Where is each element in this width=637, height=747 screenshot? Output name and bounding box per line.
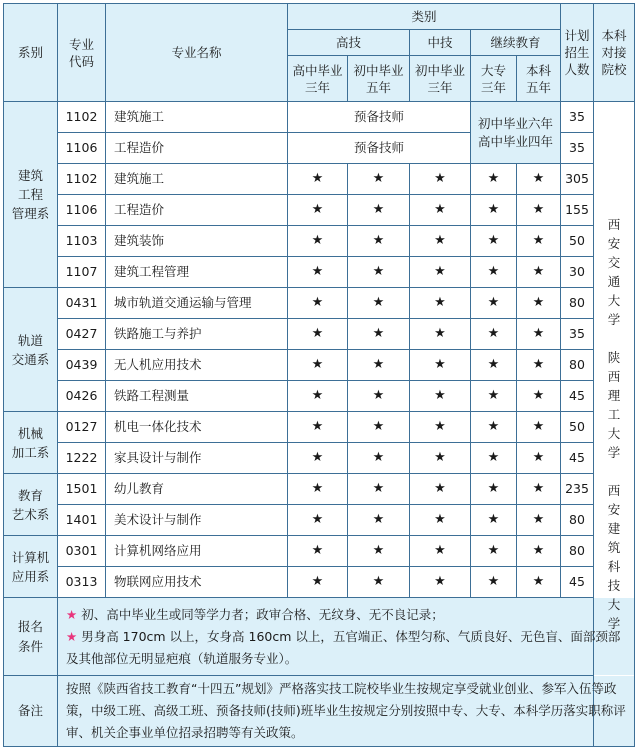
row-major: 建筑装饰 [106,226,288,257]
requirement-line-1 [66,604,626,626]
star-mark: ★ [288,257,348,288]
star-mark: ★ [410,536,471,567]
header-quota: 计划 招生 人数 [561,4,594,102]
row-major: 家具设计与制作 [106,443,288,474]
row-code: 0301 [58,536,106,567]
header-sub-ms5: 初中毕业 五年 [348,56,410,102]
row-quota: 80 [561,536,594,567]
header-jixu: 继续教育 [471,30,561,56]
star-mark: ★ [471,288,517,319]
requirement-text-1: 初、高中毕业生或同等学力者；政审合格、无纹身、无不良记录； [81,606,444,622]
star-mark: ★ [288,474,348,505]
star-mark: ★ [410,350,471,381]
header-sub-ms3: 初中毕业 三年 [410,56,471,102]
row-quota: 45 [561,567,594,598]
star-mark: ★ [517,350,561,381]
star-mark: ★ [348,164,410,195]
row-major: 建筑工程管理 [106,257,288,288]
star-mark: ★ [517,288,561,319]
star-mark: ★ [471,257,517,288]
star-mark: ★ [288,350,348,381]
requirements-body [58,598,635,676]
requirement-line-2 [66,626,626,670]
star-mark: ★ [517,195,561,226]
star-mark: ★ [288,412,348,443]
row-code: 0426 [58,381,106,412]
star-mark: ★ [517,443,561,474]
star-mark: ★ [288,381,348,412]
star-mark: ★ [410,195,471,226]
star-mark: ★ [517,226,561,257]
star-mark: ★ [517,474,561,505]
row-major: 建筑施工 [106,164,288,195]
star-mark: ★ [410,381,471,412]
header-major-name: 专业名称 [106,4,288,102]
header-sub-hs3: 高中毕业 三年 [288,56,348,102]
star-mark: ★ [410,412,471,443]
header-category: 类别 [288,4,561,30]
row-code: 1102 [58,164,106,195]
star-mark: ★ [471,195,517,226]
row-quota: 50 [561,412,594,443]
row-quota: 80 [561,505,594,536]
star-mark: ★ [348,350,410,381]
star-mark: ★ [471,443,517,474]
star-mark: ★ [348,443,410,474]
star-mark: ★ [471,164,517,195]
row-code: 0127 [58,412,106,443]
header-sub-bk5: 本科 五年 [517,56,561,102]
star-mark: ★ [517,257,561,288]
row-quota: 45 [561,443,594,474]
star-mark: ★ [517,319,561,350]
row-code: 1401 [58,505,106,536]
row-code: 1501 [58,474,106,505]
star-mark: ★ [288,319,348,350]
row-major: 机电一体化技术 [106,412,288,443]
row-preparatory: 预备技师 [288,133,471,164]
row-major: 工程造价 [106,133,288,164]
header-gaoji: 高技 [288,30,410,56]
star-mark: ★ [348,319,410,350]
star-mark: ★ [517,164,561,195]
dept-education-arts: 教育 艺术系 [4,474,58,536]
row-quota: 35 [561,102,594,133]
star-mark: ★ [471,536,517,567]
row-quota: 305 [561,164,594,195]
row-major: 幼儿教育 [106,474,288,505]
row-major: 城市轨道交通运输与管理 [106,288,288,319]
row-code: 1106 [58,195,106,226]
row-quota: 155 [561,195,594,226]
star-mark: ★ [410,505,471,536]
dept-mechanical: 机械 加工系 [4,412,58,474]
star-mark: ★ [410,319,471,350]
pink-star-icon: ★ [66,628,78,644]
row-quota: 35 [561,133,594,164]
partner-universities: 西 安 交 通 大 学 陕 西 理 工 大 学 西 安 建 筑 科 技 大 学 [594,102,635,747]
star-mark: ★ [471,350,517,381]
star-mark: ★ [348,505,410,536]
star-mark: ★ [348,474,410,505]
row-code: 0427 [58,319,106,350]
star-mark: ★ [348,412,410,443]
header-dept: 系别 [4,4,58,102]
row-code: 1107 [58,257,106,288]
row-quota: 35 [561,319,594,350]
star-mark: ★ [471,226,517,257]
star-mark: ★ [471,381,517,412]
dept-construction: 建筑 工程 管理系 [4,102,58,288]
requirements-label: 报名 条件 [4,598,58,676]
row-code: 0431 [58,288,106,319]
star-mark: ★ [348,195,410,226]
row-major: 铁路工程测量 [106,381,288,412]
row-major: 物联网应用技术 [106,567,288,598]
star-mark: ★ [471,505,517,536]
star-mark: ★ [288,195,348,226]
row-major: 计算机网络应用 [106,536,288,567]
row-quota: 50 [561,226,594,257]
preparatory-years: 初中毕业六年 高中毕业四年 [471,102,561,164]
row-code: 1222 [58,443,106,474]
row-code: 0439 [58,350,106,381]
remarks-label: 备注 [4,676,58,747]
row-quota: 80 [561,288,594,319]
star-mark: ★ [410,474,471,505]
header-univ-dock: 本科 对接 院校 [594,4,635,102]
star-mark: ★ [288,536,348,567]
row-code: 0313 [58,567,106,598]
star-mark: ★ [517,381,561,412]
header-code: 专业 代码 [58,4,106,102]
row-major: 无人机应用技术 [106,350,288,381]
dept-computer: 计算机 应用系 [4,536,58,598]
star-mark: ★ [471,474,517,505]
remarks-text: 按照《陕西省技工教育“十四五”规划》严格落实技工院校毕业生按规定享受就业创业、参军入伍等政策，中级工班、高级工班、预备技师(技师)班毕业生按规定分别按照中专、大专、本科学历落实职称评审、机关企事业单位招录招聘等有关政策。 [58,676,635,747]
star-mark: ★ [288,226,348,257]
majors-table [3,3,635,747]
row-preparatory: 预备技师 [288,102,471,133]
star-mark: ★ [348,288,410,319]
star-mark: ★ [410,443,471,474]
row-major: 工程造价 [106,195,288,226]
dept-rail: 轨道 交通系 [4,288,58,412]
star-mark: ★ [517,505,561,536]
pink-star-icon: ★ [66,606,78,622]
star-mark: ★ [517,536,561,567]
row-major: 铁路施工与养护 [106,319,288,350]
star-mark: ★ [410,257,471,288]
star-mark: ★ [348,226,410,257]
star-mark: ★ [348,536,410,567]
star-mark: ★ [410,567,471,598]
star-mark: ★ [471,567,517,598]
row-quota: 30 [561,257,594,288]
star-mark: ★ [517,412,561,443]
row-code: 1103 [58,226,106,257]
row-quota: 235 [561,474,594,505]
star-mark: ★ [288,567,348,598]
star-mark: ★ [471,319,517,350]
star-mark: ★ [410,164,471,195]
row-major: 建筑施工 [106,102,288,133]
row-major: 美术设计与制作 [106,505,288,536]
star-mark: ★ [288,443,348,474]
star-mark: ★ [348,381,410,412]
star-mark: ★ [288,288,348,319]
requirement-text-2: 男身高 170cm 以上，女身高 160cm 以上，五官端正、体型匀称、气质良好、无色盲、面部颈部及其他部位无明显疤痕（轨道服务专业）。 [66,628,621,666]
enrollment-plan-table [3,3,634,740]
row-quota: 80 [561,350,594,381]
row-quota: 45 [561,381,594,412]
row-code: 1106 [58,133,106,164]
row-code: 1102 [58,102,106,133]
star-mark: ★ [288,164,348,195]
star-mark: ★ [517,567,561,598]
star-mark: ★ [288,505,348,536]
star-mark: ★ [410,226,471,257]
star-mark: ★ [348,257,410,288]
star-mark: ★ [471,412,517,443]
header-sub-dz3: 大专 三年 [471,56,517,102]
header-zhongji: 中技 [410,30,471,56]
star-mark: ★ [348,567,410,598]
star-mark: ★ [410,288,471,319]
